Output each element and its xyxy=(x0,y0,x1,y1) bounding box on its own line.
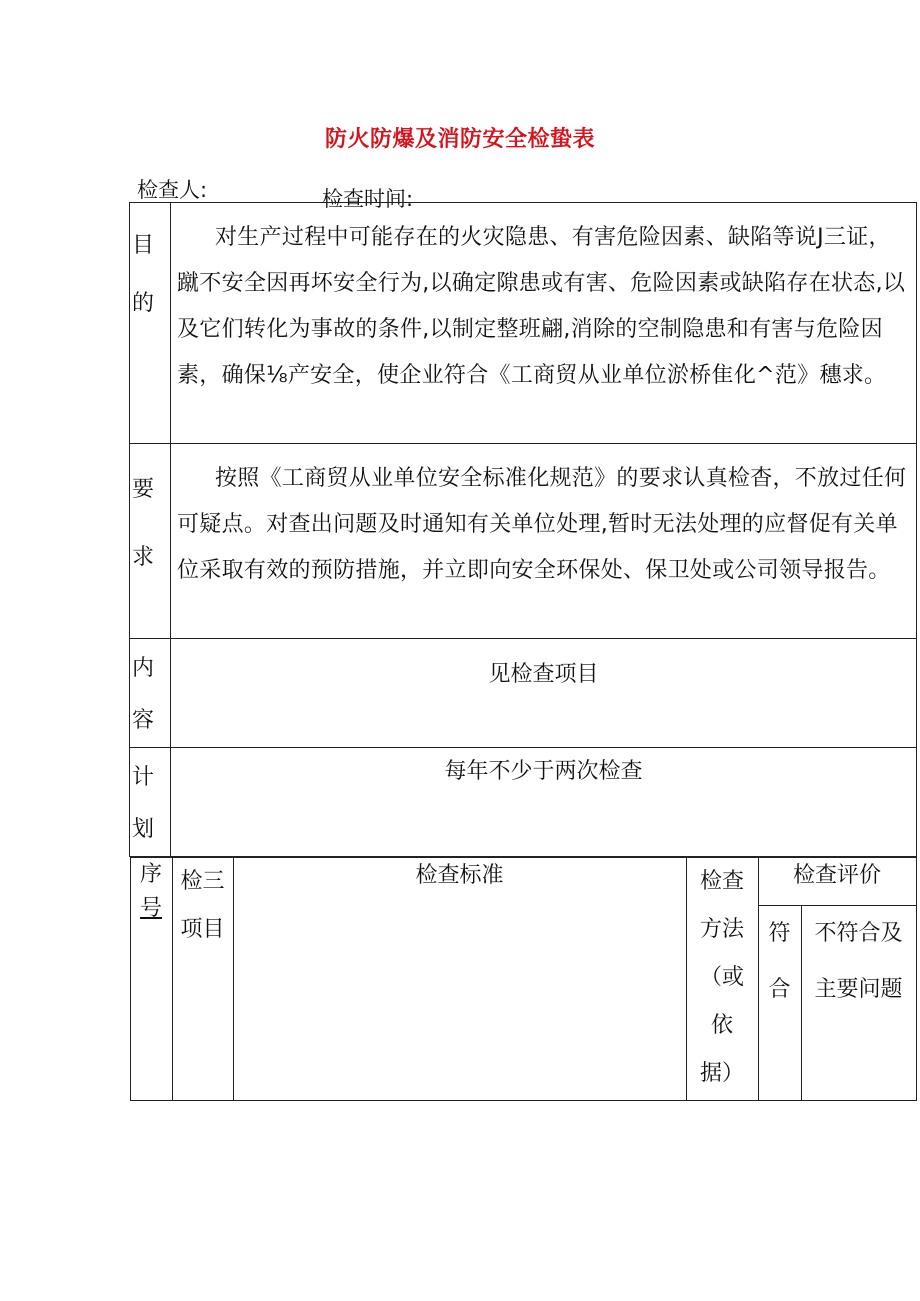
content-text: 见检查项目 xyxy=(488,662,599,687)
inspection-form-table xyxy=(129,202,917,1101)
purpose-row xyxy=(130,203,917,444)
checklist-header-row xyxy=(130,857,917,1102)
method-header-line: 据） xyxy=(699,1061,744,1086)
plan-row xyxy=(130,748,917,857)
purpose-label-char: 目 xyxy=(132,233,155,258)
evaluation-header: 检查评价 xyxy=(758,858,916,906)
content-label-cell xyxy=(130,639,171,748)
requirement-label-cell xyxy=(130,444,171,639)
checklist-header-grid xyxy=(130,857,917,1101)
content-text-cell xyxy=(171,639,917,748)
plan-text: 每年不少于两次检查 xyxy=(444,759,643,784)
method-header-line: 依 xyxy=(710,1013,733,1038)
purpose-label-cell xyxy=(130,203,171,444)
pass-header xyxy=(758,906,801,1101)
fail-header-line: 不符合及 xyxy=(814,921,903,946)
plan-label-char: 划 xyxy=(132,817,155,842)
plan-label-char: 计 xyxy=(132,765,155,790)
content-row xyxy=(130,639,917,748)
plan-label-cell xyxy=(130,748,171,857)
method-header-line: 检查 xyxy=(699,869,744,894)
requirement-text-cell xyxy=(171,444,917,639)
method-header-line: 方法 xyxy=(699,917,744,942)
item-header xyxy=(172,858,233,1101)
seq-header xyxy=(130,858,172,1101)
content-label-char: 容 xyxy=(132,708,155,733)
inspect-time-label: 检查时间: xyxy=(322,187,414,211)
standard-header: 检查标准 xyxy=(233,858,686,1101)
purpose-text-cell xyxy=(171,203,917,444)
item-header-line: 项目 xyxy=(180,917,225,942)
seq-header-line: 号 xyxy=(139,896,162,921)
purpose-text: 对生产过程中可能存在的火灾隐患、有害危险因素、缺陷等说J三证，蹴不安全因再坏安全行为,以确定隙患或有害、危险因素或缺陷存在状态,以及它们转化为事故的条件,以制定整班翩,消除的空制隐患和有害与危险因素，确保⅛产安全，使企业符合《工商贸从业单位淤桥隹化^范》穗求。 xyxy=(177,225,906,388)
pass-header-line: 符 xyxy=(768,921,791,946)
requirement-text: 按照《工商贸从业单位安全标准化规范》的要求认真检杳，不放过任何可疑点。对查出问题及时通知有关单位处理,暂时无法处理的应督促有关单位采取有效的预防措施，并立即向安全环保处、保卫处或公司领导报告。 xyxy=(177,466,907,583)
method-header xyxy=(686,858,758,1101)
inspector-label: 检查人: xyxy=(137,178,208,202)
seq-header-line: 序 xyxy=(139,862,162,887)
requirement-label-char: 求 xyxy=(132,545,155,570)
purpose-label-char: 的 xyxy=(132,291,155,316)
requirement-label-char: 要 xyxy=(132,477,155,502)
page-title: 防火防爆及消防安全检蛰表 xyxy=(324,127,595,152)
content-label-char: 内 xyxy=(132,656,155,681)
plan-text-cell xyxy=(171,748,917,857)
pass-header-line: 合 xyxy=(768,977,791,1002)
fail-header xyxy=(801,906,916,1101)
method-header-line: （或 xyxy=(699,965,744,990)
requirement-row xyxy=(130,444,917,639)
fail-header-line: 主要问题 xyxy=(814,977,903,1002)
item-header-line: 检三 xyxy=(180,869,225,894)
